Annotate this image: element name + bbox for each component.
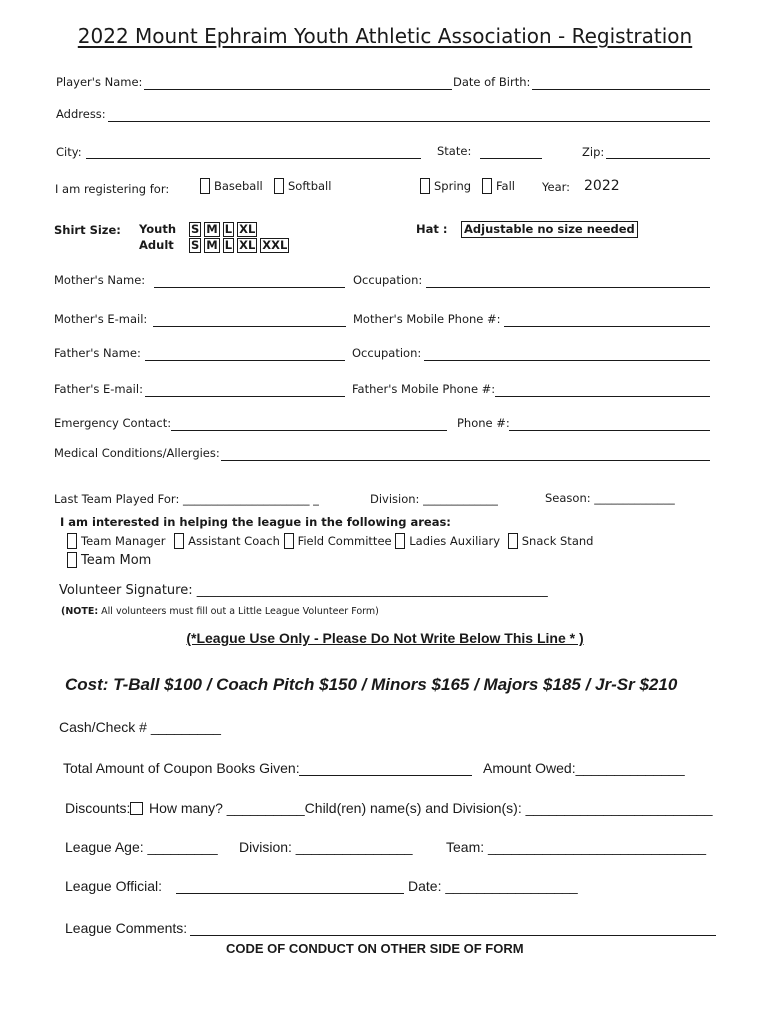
players-name-label: Player's Name: bbox=[56, 75, 143, 89]
fathers-name-field[interactable] bbox=[145, 360, 345, 361]
assistant-coach-checkbox[interactable] bbox=[174, 533, 184, 549]
dob-label: Date of Birth: bbox=[453, 75, 531, 89]
softball-checkbox[interactable] bbox=[274, 178, 284, 194]
zip-label: Zip: bbox=[582, 145, 605, 159]
last-team-label: Last Team Played For: ______________________ _ bbox=[54, 492, 319, 506]
mothers-name-label: Mother's Name: bbox=[54, 273, 146, 287]
team-mom-checkbox[interactable] bbox=[67, 552, 77, 568]
field-committee-label: Field Committee bbox=[297, 534, 392, 548]
shirt-size-label: Shirt Size: bbox=[54, 223, 121, 237]
mothers-email-label: Mother's E-mail: bbox=[54, 312, 148, 326]
team[interactable]: Team: ____________________________ bbox=[446, 839, 707, 855]
league-official-label: League Official: bbox=[65, 878, 163, 894]
spring-label: Spring bbox=[434, 179, 472, 193]
fathers-phone-field[interactable] bbox=[495, 396, 710, 397]
fall-label: Fall bbox=[496, 179, 515, 193]
coupon-books-field[interactable] bbox=[299, 775, 472, 776]
volunteer-signature[interactable]: Volunteer Signature: ______________________________________________________ bbox=[59, 583, 548, 598]
assistant-coach-option[interactable] bbox=[174, 534, 280, 548]
emergency-contact-field[interactable] bbox=[171, 430, 447, 431]
fall-option[interactable] bbox=[482, 178, 515, 194]
date[interactable]: Date: _________________ bbox=[408, 878, 578, 894]
softball-label: Softball bbox=[288, 179, 332, 193]
cost-line: Cost: T-Ball $100 / Coach Pitch $150 / Minors $165 / Majors $185 / Jr-Sr $210 bbox=[65, 675, 678, 694]
team-manager-option[interactable] bbox=[67, 534, 165, 548]
baseball-option[interactable] bbox=[200, 178, 263, 194]
adult-label: Adult bbox=[139, 238, 174, 252]
team-mom-option[interactable] bbox=[67, 552, 151, 568]
adult-size-s[interactable]: S bbox=[191, 238, 200, 252]
youth-size-xl[interactable]: XL bbox=[239, 222, 256, 236]
discounts-checkbox[interactable] bbox=[130, 800, 146, 818]
fathers-email-field[interactable] bbox=[145, 396, 345, 397]
amount-owed[interactable]: Amount Owed:______________ bbox=[483, 760, 685, 776]
page-title: 2022 Mount Ephraim Youth Athletic Association - Registration bbox=[77, 24, 693, 48]
mothers-occupation-field[interactable] bbox=[426, 287, 710, 288]
spring-checkbox[interactable] bbox=[420, 178, 430, 194]
how-many[interactable]: How many? __________Child(ren) name(s) and Division(s): ________________________ bbox=[149, 800, 713, 816]
team-manager-checkbox[interactable] bbox=[67, 533, 77, 549]
emergency-contact-label: Emergency Contact: bbox=[54, 416, 172, 430]
address-label: Address: bbox=[56, 107, 106, 121]
city-field[interactable] bbox=[86, 158, 421, 159]
mothers-name-field[interactable] bbox=[154, 287, 345, 288]
ladies-auxiliary-option[interactable] bbox=[395, 534, 500, 548]
team-mom-label: Team Mom bbox=[81, 553, 152, 568]
field-committee-checkbox[interactable] bbox=[284, 533, 294, 549]
state-field[interactable] bbox=[480, 158, 542, 159]
fall-checkbox[interactable] bbox=[482, 178, 492, 194]
assistant-coach-label: Assistant Coach bbox=[188, 534, 280, 548]
dob-field[interactable] bbox=[532, 89, 710, 90]
youth-size-m[interactable]: M bbox=[206, 222, 218, 236]
medical-field[interactable] bbox=[221, 460, 710, 461]
note-text: All volunteers must fill out a Little League Volunteer Form) bbox=[98, 606, 379, 617]
youth-sizes bbox=[189, 222, 260, 237]
mothers-email-field[interactable] bbox=[153, 326, 346, 327]
league-comments-field[interactable] bbox=[190, 935, 716, 936]
volunteer-note bbox=[61, 606, 379, 617]
mothers-occupation-label: Occupation: bbox=[353, 273, 423, 287]
league-age[interactable]: League Age: _________ bbox=[65, 839, 218, 855]
league-comments-label: League Comments: bbox=[65, 920, 188, 936]
ladies-auxiliary-checkbox[interactable] bbox=[395, 533, 405, 549]
team-manager-label: Team Manager bbox=[81, 534, 166, 548]
adult-size-l[interactable]: L bbox=[224, 238, 233, 252]
adult-size-xxl[interactable]: XXL bbox=[262, 238, 288, 252]
mothers-phone-field[interactable] bbox=[504, 326, 710, 327]
medical-label: Medical Conditions/Allergies: bbox=[54, 446, 220, 460]
emergency-phone-label: Phone #: bbox=[457, 416, 510, 430]
youth-label: Youth bbox=[139, 222, 177, 236]
league-official-field[interactable] bbox=[176, 893, 404, 894]
fathers-occupation-field[interactable] bbox=[424, 360, 710, 361]
coupon-books-label: Total Amount of Coupon Books Given: bbox=[63, 760, 300, 776]
lu-division[interactable]: Division: _______________ bbox=[239, 839, 413, 855]
emergency-phone-field[interactable] bbox=[509, 430, 710, 431]
note-label: (NOTE: bbox=[61, 606, 99, 617]
season-label: Season: ______________ bbox=[545, 491, 675, 505]
league-use-heading: (*League Use Only - Please Do Not Write Below This Line * ) bbox=[186, 630, 584, 646]
fathers-name-label: Father's Name: bbox=[54, 346, 141, 360]
baseball-label: Baseball bbox=[214, 179, 263, 193]
registering-for-label: I am registering for: bbox=[55, 182, 170, 196]
last-division-label: Division: _____________ bbox=[370, 492, 498, 506]
discounts-checkbox-box[interactable] bbox=[130, 802, 143, 815]
fathers-phone-label: Father's Mobile Phone #: bbox=[352, 382, 496, 396]
volunteer-options bbox=[67, 533, 593, 549]
fathers-occupation-label: Occupation: bbox=[352, 346, 422, 360]
volunteer-heading: I am interested in helping the league in the following areas: bbox=[60, 515, 451, 529]
mothers-phone-label: Mother's Mobile Phone #: bbox=[353, 312, 501, 326]
players-name-field[interactable] bbox=[144, 89, 452, 90]
ladies-auxiliary-label: Ladies Auxiliary bbox=[409, 534, 501, 548]
state-label: State: bbox=[437, 144, 472, 158]
hat-value: Adjustable no size needed bbox=[461, 221, 638, 238]
address-field[interactable] bbox=[108, 121, 710, 122]
youth-size-s[interactable]: S bbox=[191, 222, 200, 236]
year-value: 2022 bbox=[584, 178, 620, 194]
baseball-checkbox[interactable] bbox=[200, 178, 210, 194]
adult-sizes bbox=[189, 238, 292, 253]
snack-stand-checkbox[interactable] bbox=[508, 533, 518, 549]
fathers-email-label: Father's E-mail: bbox=[54, 382, 143, 396]
adult-size-xl[interactable]: XL bbox=[239, 238, 256, 252]
youth-size-l[interactable]: L bbox=[224, 222, 233, 236]
snack-stand-label: Snack Stand bbox=[521, 534, 594, 548]
spring-option[interactable] bbox=[420, 178, 471, 194]
cash-check[interactable]: Cash/Check # _________ bbox=[59, 719, 221, 735]
discounts-label: Discounts: bbox=[65, 800, 131, 816]
field-committee-option[interactable] bbox=[284, 534, 392, 548]
adult-size-m[interactable]: M bbox=[206, 238, 218, 252]
city-label: City: bbox=[56, 145, 82, 159]
hat-label: Hat : bbox=[416, 222, 448, 236]
softball-option[interactable] bbox=[274, 178, 331, 194]
snack-stand-option[interactable] bbox=[508, 534, 594, 548]
code-of-conduct: CODE OF CONDUCT ON OTHER SIDE OF FORM bbox=[226, 941, 524, 956]
year-label: Year: bbox=[542, 180, 571, 194]
zip-field[interactable] bbox=[606, 158, 710, 159]
